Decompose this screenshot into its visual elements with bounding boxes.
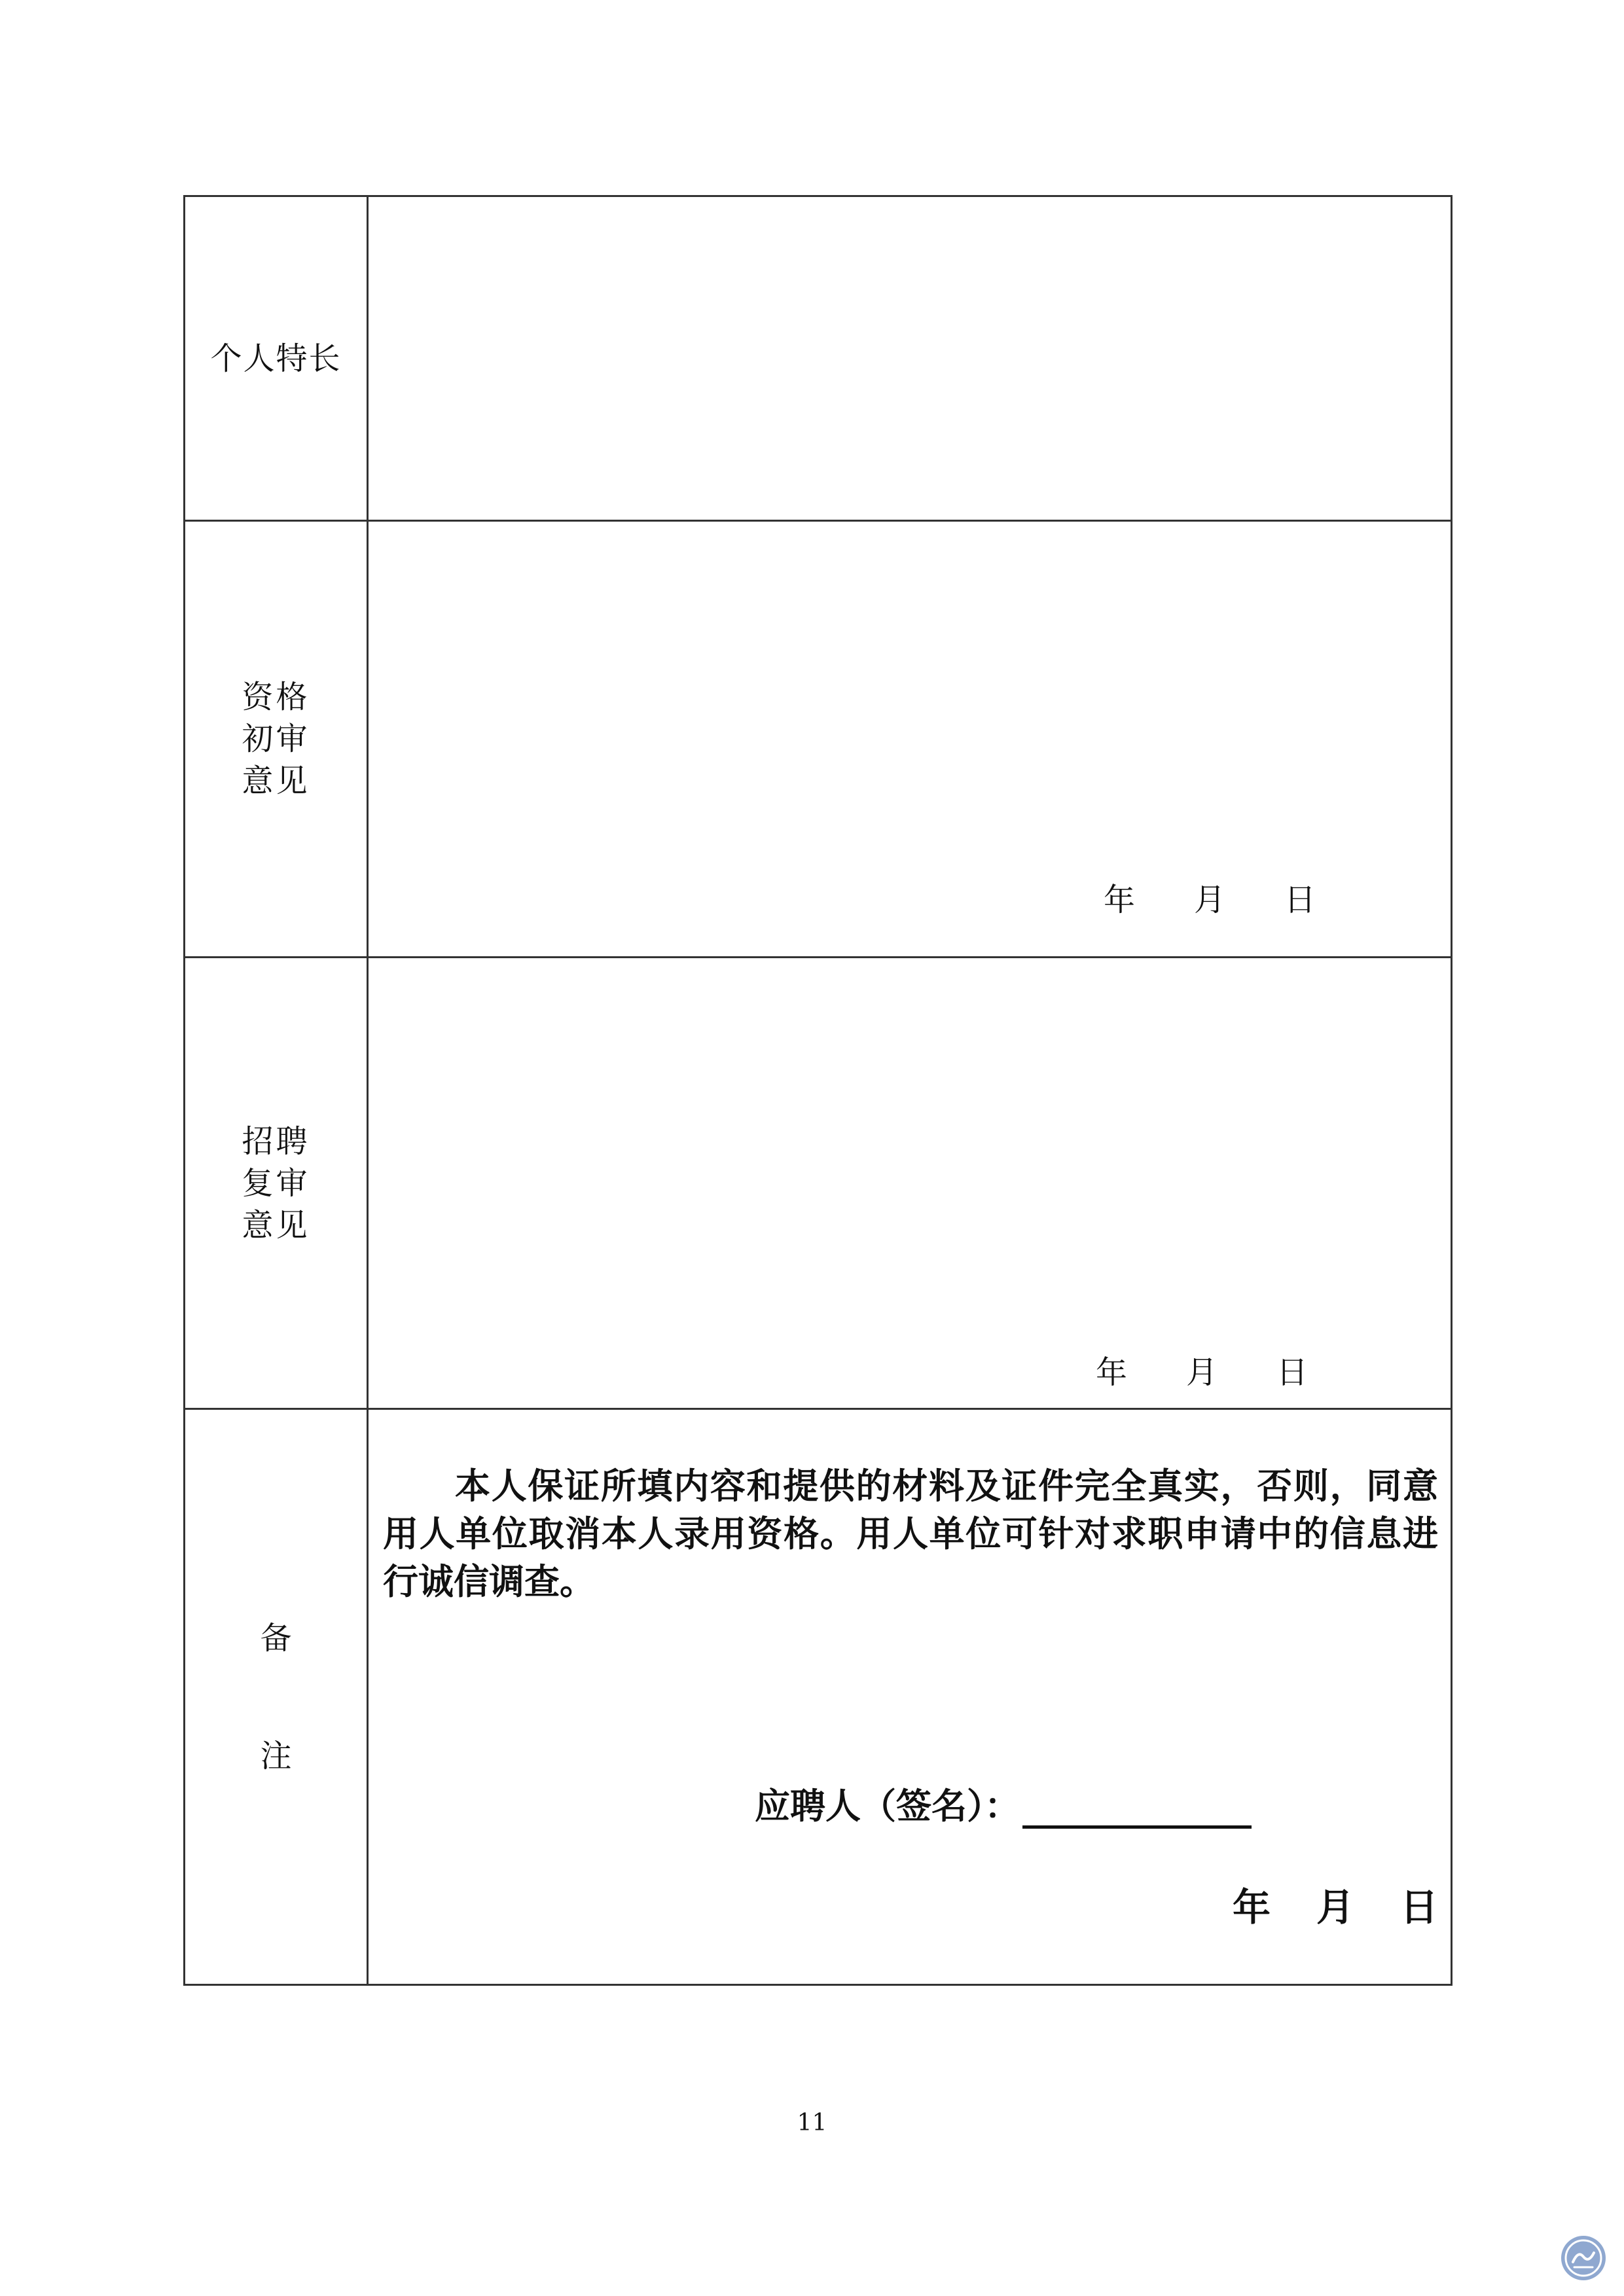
- specialty-label: 个人特长: [210, 340, 342, 377]
- date-year-label: 年: [1095, 1354, 1127, 1391]
- remarks-label: [185, 1617, 367, 1777]
- remarks-label-line: 备: [260, 1619, 292, 1657]
- signature-label: 应聘人（签名）：: [755, 1785, 1020, 1827]
- date-day-label: 日: [1276, 1354, 1308, 1391]
- declaration-text: 本人保证所填内容和提供的材料及证件完全真实，否则，同意用人单位取消本人录用资格。用人单位可针对求职申请中的信息进行诚信调查。: [383, 1465, 1438, 1602]
- date-year-label: 年: [1103, 882, 1135, 918]
- institution-seal-icon: [1560, 2234, 1607, 2282]
- date-month-label: 月: [1193, 882, 1225, 918]
- page-number: 11: [797, 2109, 827, 2136]
- recruitment-review-label-line: 复审: [242, 1164, 310, 1202]
- signature-date: [1233, 1884, 1438, 1930]
- recruitment-review-date: [1096, 1353, 1308, 1392]
- date-month-label: 月: [1316, 1885, 1355, 1929]
- date-day-label: 日: [1400, 1885, 1439, 1929]
- specialty-row: [185, 196, 1452, 521]
- remarks-content-cell: [368, 1409, 1452, 1985]
- recruitment-review-label-line: 意见: [242, 1206, 310, 1244]
- specialty-input-cell[interactable]: [368, 196, 1452, 521]
- date-month-label: 月: [1185, 1354, 1218, 1391]
- signature-date-row: [369, 1881, 1451, 1933]
- remarks-label-line: 注: [260, 1737, 292, 1774]
- preliminary-review-label-cell: [185, 521, 368, 958]
- preliminary-review-label-line: 初审: [242, 721, 310, 757]
- date-year-label: 年: [1233, 1885, 1271, 1929]
- preliminary-review-label-line: 意见: [242, 762, 310, 799]
- recruitment-review-label-line: 招聘: [242, 1122, 310, 1160]
- signature-input-line[interactable]: [1022, 1790, 1252, 1829]
- preliminary-review-input-cell[interactable]: [368, 521, 1452, 958]
- preliminary-review-row: [185, 521, 1452, 958]
- recruitment-review-label-cell: [185, 958, 368, 1409]
- recruitment-review-row: [185, 958, 1452, 1409]
- recruitment-review-input-cell[interactable]: [368, 958, 1452, 1409]
- applicant-signature: [755, 1783, 1252, 1829]
- remarks-label-cell: [185, 1409, 368, 1985]
- remarks-row: [185, 1409, 1452, 1985]
- recruitment-review-label: [185, 1121, 367, 1246]
- application-form-table: [183, 195, 1453, 1986]
- specialty-label-cell: [185, 196, 368, 521]
- date-day-label: 日: [1284, 882, 1316, 918]
- preliminary-review-date: [1104, 880, 1316, 920]
- preliminary-review-label: [185, 676, 367, 802]
- preliminary-review-label-line: 资格: [242, 679, 310, 715]
